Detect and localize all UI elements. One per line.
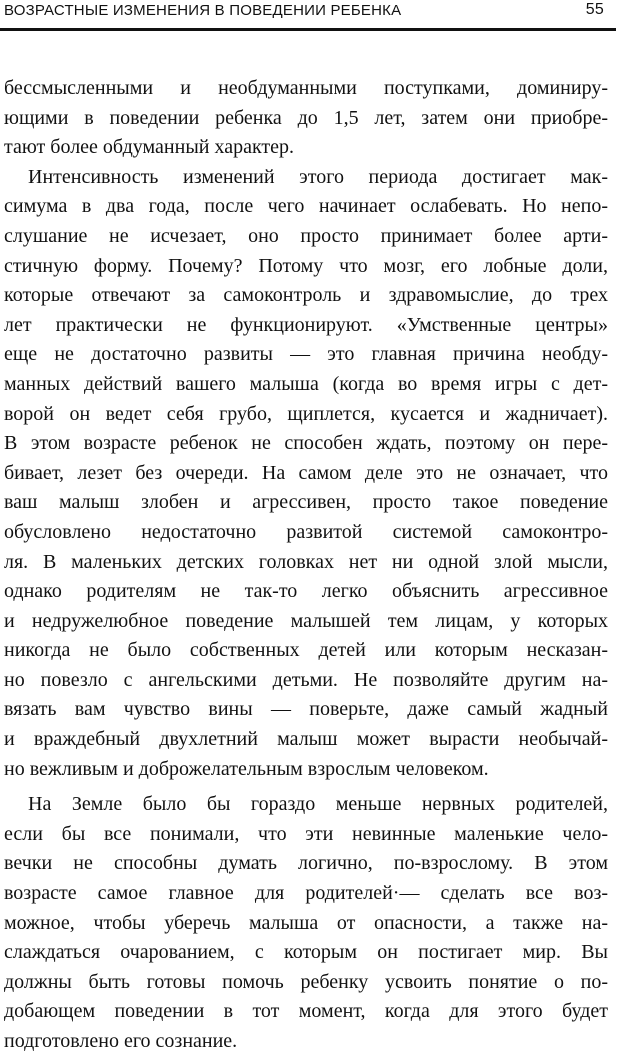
text-line: однако родителям не так-то легко объяснить агрессивное (4, 580, 608, 603)
text-line: возрасте самое главное для родителей·— сделать все воз- (4, 882, 608, 905)
page-number: 55 (585, 1, 604, 18)
text-line: вечки не способны думать логично, по-взрослому. В этом (4, 852, 608, 875)
text-line: должны быть готовы помочь ребенку усвоить понятие о по- (4, 970, 608, 993)
text-line: вязать вам чувство вины — поверьте, даже самый жадный (4, 698, 608, 721)
text-line: ворой он ведет себя грубо, щиплется, кусается и жадничает). (4, 402, 608, 425)
text-line: подготовлено его сознание. (4, 1030, 238, 1052)
text-line: бивает, лезет без очереди. На самом деле это не означает, что (4, 461, 608, 484)
text-line: Интенсивность изменений этого периода достигает мак- (28, 165, 608, 188)
header-rule (0, 28, 616, 31)
text-line: лет практически не функционируют. «Умственные центры» (4, 313, 608, 336)
text-line: но вежливым и доброжелательным взрослым человеком. (4, 757, 489, 780)
paragraph (4, 74, 608, 163)
text-line: можное, чтобы уберечь малыша от опасности, а также на- (4, 911, 608, 934)
text-line: добающем поведении в тот момент, когда для этого будет (4, 1000, 608, 1023)
text-line: ющими в поведении ребенка до 1,5 лет, затем они приобре- (4, 106, 608, 129)
text-line: еще не достаточно развиты — это главная причина необду- (4, 343, 608, 366)
text-line: но повезло с ангельскими детьми. Не позволяйте другим на- (4, 668, 608, 691)
body-text (4, 74, 608, 1057)
text-line: ля. В маленьких детских головках нет ни одной злой мысли, (4, 550, 608, 573)
text-line: если бы все понимали, что эти невинные маленькие чело- (4, 822, 608, 845)
page-header (4, 0, 612, 28)
text-line: бессмысленными и необдуманными поступками, доминиру- (4, 77, 608, 99)
text-line: тают более обдуманный характер. (4, 136, 295, 159)
text-line: и недружелюбное поведение малышей тем лицам, у которых (4, 609, 608, 632)
text-line: симума в два года, после чего начинает ослабевать. Но непо- (4, 195, 608, 218)
paragraph (4, 163, 608, 784)
text-line: слушание не исчезает, оно просто принимает более арти- (4, 224, 608, 247)
text-line: На Земле было бы гораздо меньше нервных родителей, (28, 793, 608, 816)
text-line: которые отвечают за самоконтроль и здравомыслие, до трех (4, 284, 608, 307)
text-line: никогда не было собственных детей или которым несказан- (4, 639, 608, 662)
text-line: стичную форму. Почему? Потому что мозг, его лобные доли, (4, 254, 608, 277)
running-title: ВОЗРАСТНЫЕ ИЗМЕНЕНИЯ В ПОВЕДЕНИИ РЕБЕНКА (4, 2, 402, 19)
paragraph (4, 790, 608, 1056)
text-line: В этом возрасте ребенок не способен ждать, поэтому он пере- (4, 432, 608, 455)
text-line: ваш малыш злобен и агрессивен, просто такое поведение (4, 491, 608, 514)
text-line: манных действий вашего малыша (когда во время игры с дет- (4, 372, 608, 395)
text-line: слаждаться очарованием, с которым он постигает мир. Вы (4, 941, 608, 964)
text-line: обусловлено недостаточно развитой системой самоконтро- (4, 520, 608, 543)
text-line: и враждебный двухлетний малыш может вырасти необычай- (4, 728, 608, 751)
